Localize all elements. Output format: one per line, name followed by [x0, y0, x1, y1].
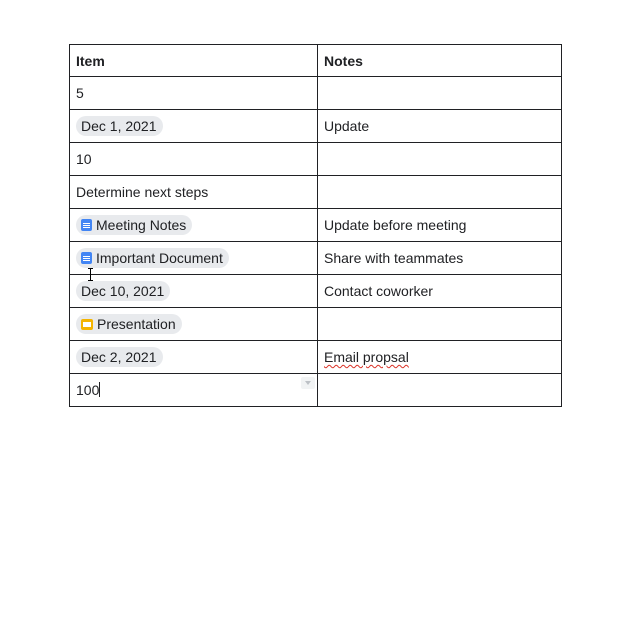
notes-cell[interactable] [318, 341, 562, 374]
item-cell-text: 100 [76, 382, 100, 398]
docs-icon [81, 219, 92, 231]
table-row [70, 176, 562, 209]
column-header-notes[interactable]: Notes [318, 45, 562, 77]
date-chip[interactable] [76, 281, 170, 301]
file-chip-label: Presentation [97, 316, 176, 332]
item-cell[interactable] [70, 341, 318, 374]
item-cell[interactable]: 10 [70, 143, 318, 176]
item-cell[interactable]: Determine next steps [70, 176, 318, 209]
notes-cell[interactable] [318, 176, 562, 209]
date-chip-label: Dec 2, 2021 [81, 349, 157, 365]
table-header-row [70, 45, 562, 77]
item-cell[interactable]: 5 [70, 77, 318, 110]
file-chip-meeting-notes[interactable] [76, 215, 192, 235]
item-cell[interactable] [70, 275, 318, 308]
table-row [70, 110, 562, 143]
notes-cell[interactable]: Update before meeting [318, 209, 562, 242]
date-chip[interactable] [76, 347, 163, 367]
item-cell[interactable] [70, 308, 318, 341]
item-cell-active[interactable] [70, 374, 318, 407]
file-chip-label: Meeting Notes [96, 217, 187, 233]
notes-text-misspelled: Email propsal [324, 349, 409, 365]
date-chip-label: Dec 10, 2021 [81, 283, 165, 299]
file-chip-presentation[interactable] [76, 314, 182, 334]
table-row [70, 341, 562, 374]
chevron-down-icon[interactable] [301, 377, 315, 389]
slides-icon [81, 319, 93, 330]
text-caret [99, 382, 100, 397]
table-row [70, 242, 562, 275]
table-row [70, 77, 562, 110]
docs-icon [81, 252, 92, 264]
item-cell[interactable] [70, 242, 318, 275]
table-row [70, 308, 562, 341]
column-header-item[interactable]: Item [70, 45, 318, 77]
date-chip[interactable] [76, 116, 163, 136]
item-cell[interactable] [70, 110, 318, 143]
notes-cell[interactable] [318, 143, 562, 176]
table-row [70, 143, 562, 176]
date-chip-label: Dec 1, 2021 [81, 118, 157, 134]
table-row [70, 275, 562, 308]
item-cell[interactable] [70, 209, 318, 242]
table-row [70, 374, 562, 407]
notes-cell[interactable]: Update [318, 110, 562, 143]
notes-cell[interactable]: Share with teammates [318, 242, 562, 275]
file-chip-important-document[interactable] [76, 248, 229, 268]
file-chip-label: Important Document [96, 250, 223, 266]
table-row [70, 209, 562, 242]
notes-cell[interactable]: Contact coworker [318, 275, 562, 308]
notes-cell[interactable] [318, 308, 562, 341]
notes-cell[interactable] [318, 374, 562, 407]
notes-table [69, 44, 562, 407]
notes-cell[interactable] [318, 77, 562, 110]
ibeam-cursor-icon [88, 268, 93, 281]
